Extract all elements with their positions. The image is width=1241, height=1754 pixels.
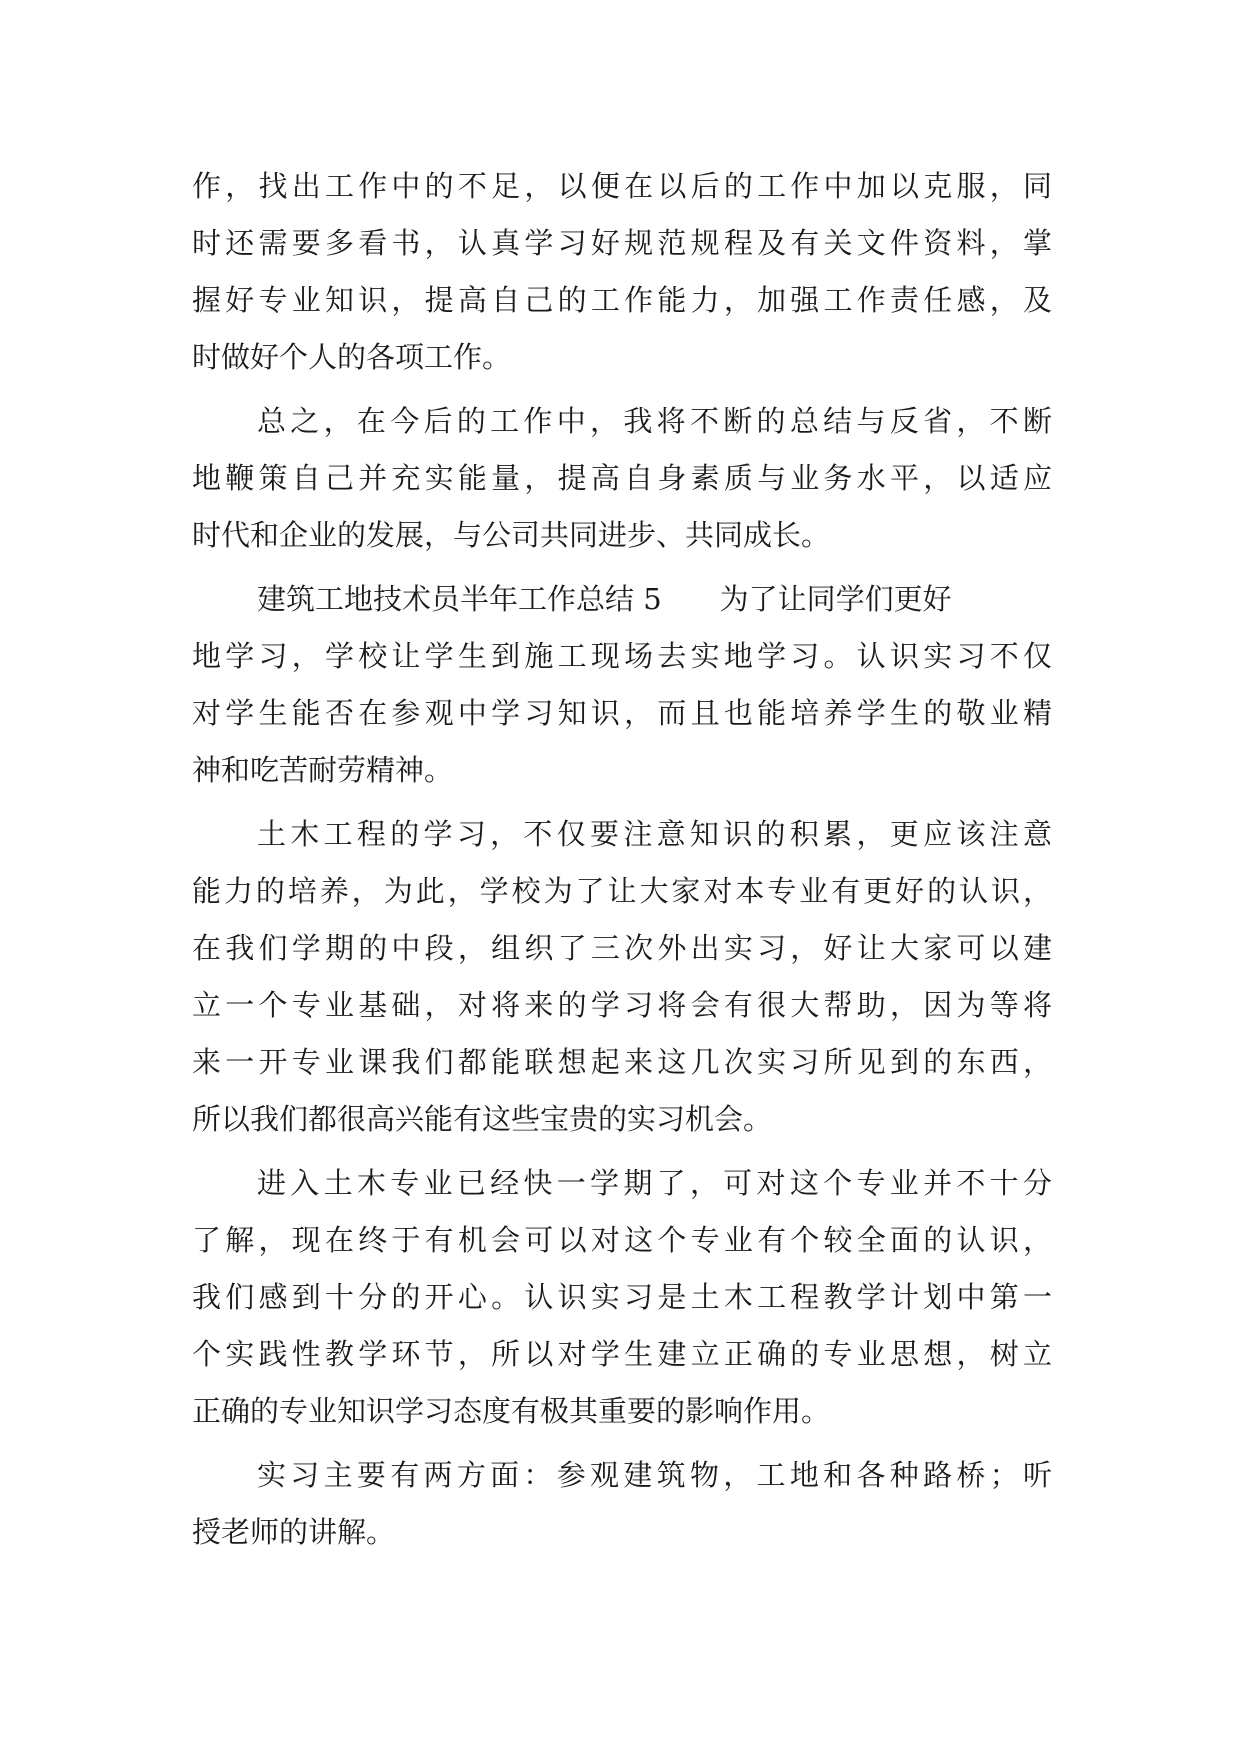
- text-line: 时做好个人的各项工作。: [192, 340, 512, 374]
- text-line: 地鞭策自己并充实能量，提高自身素质与业务水平，以适应: [192, 461, 1052, 495]
- text-line: 地学习，学校让学生到施工现场去实地学习。认识实习不仅: [192, 639, 1052, 673]
- text-line: 神和吃苦耐劳精神。: [192, 753, 454, 787]
- text-line: 握好专业知识，提高自己的工作能力，加强工作责任感，及: [192, 283, 1052, 317]
- text-line: 对学生能否在参观中学习知识，而且也能培养学生的敬业精: [192, 696, 1052, 730]
- text-line: 了解，现在终于有机会可以对这个专业有个较全面的认识，: [192, 1223, 1052, 1257]
- text-line: 个实践性教学环节，所以对学生建立正确的专业思想，树立: [192, 1337, 1052, 1371]
- text-line: 时还需要多看书，认真学习好规范规程及有关文件资料，掌: [192, 226, 1052, 260]
- text-line: 能力的培养，为此，学校为了让大家对本专业有更好的认识，: [192, 874, 1052, 908]
- text-line: 立一个专业基础，对将来的学习将会有很大帮助，因为等将: [192, 988, 1052, 1022]
- section-heading-line: 建筑工地技术员半年工作总结 5 为了让同学们更好: [257, 582, 952, 616]
- paragraph-first-line: 实习主要有两方面：参观建筑物，工地和各种路桥；听: [257, 1458, 1052, 1492]
- paragraph-first-line: 总之，在今后的工作中，我将不断的总结与反省，不断: [257, 404, 1052, 438]
- text-line: 所以我们都很高兴能有这些宝贵的实习机会。: [192, 1102, 773, 1136]
- text-line: 时代和企业的发展，与公司共同进步、共同成长。: [192, 518, 831, 552]
- paragraph-first-line: 土木工程的学习，不仅要注意知识的积累，更应该注意: [257, 817, 1052, 851]
- text-line: 我们感到十分的开心。认识实习是土木工程教学计划中第一: [192, 1280, 1052, 1314]
- paragraph-first-line: 进入土木专业已经快一学期了，可对这个专业并不十分: [257, 1166, 1052, 1200]
- text-line: 来一开专业课我们都能联想起来这几次实习所见到的东西，: [192, 1045, 1052, 1079]
- text-line: 授老师的讲解。: [192, 1515, 396, 1549]
- text-line: 作，找出工作中的不足，以便在以后的工作中加以克服，同: [192, 169, 1052, 203]
- text-line: 正确的专业知识学习态度有极其重要的影响作用。: [192, 1394, 831, 1428]
- text-line: 在我们学期的中段，组织了三次外出实习，好让大家可以建: [192, 931, 1052, 965]
